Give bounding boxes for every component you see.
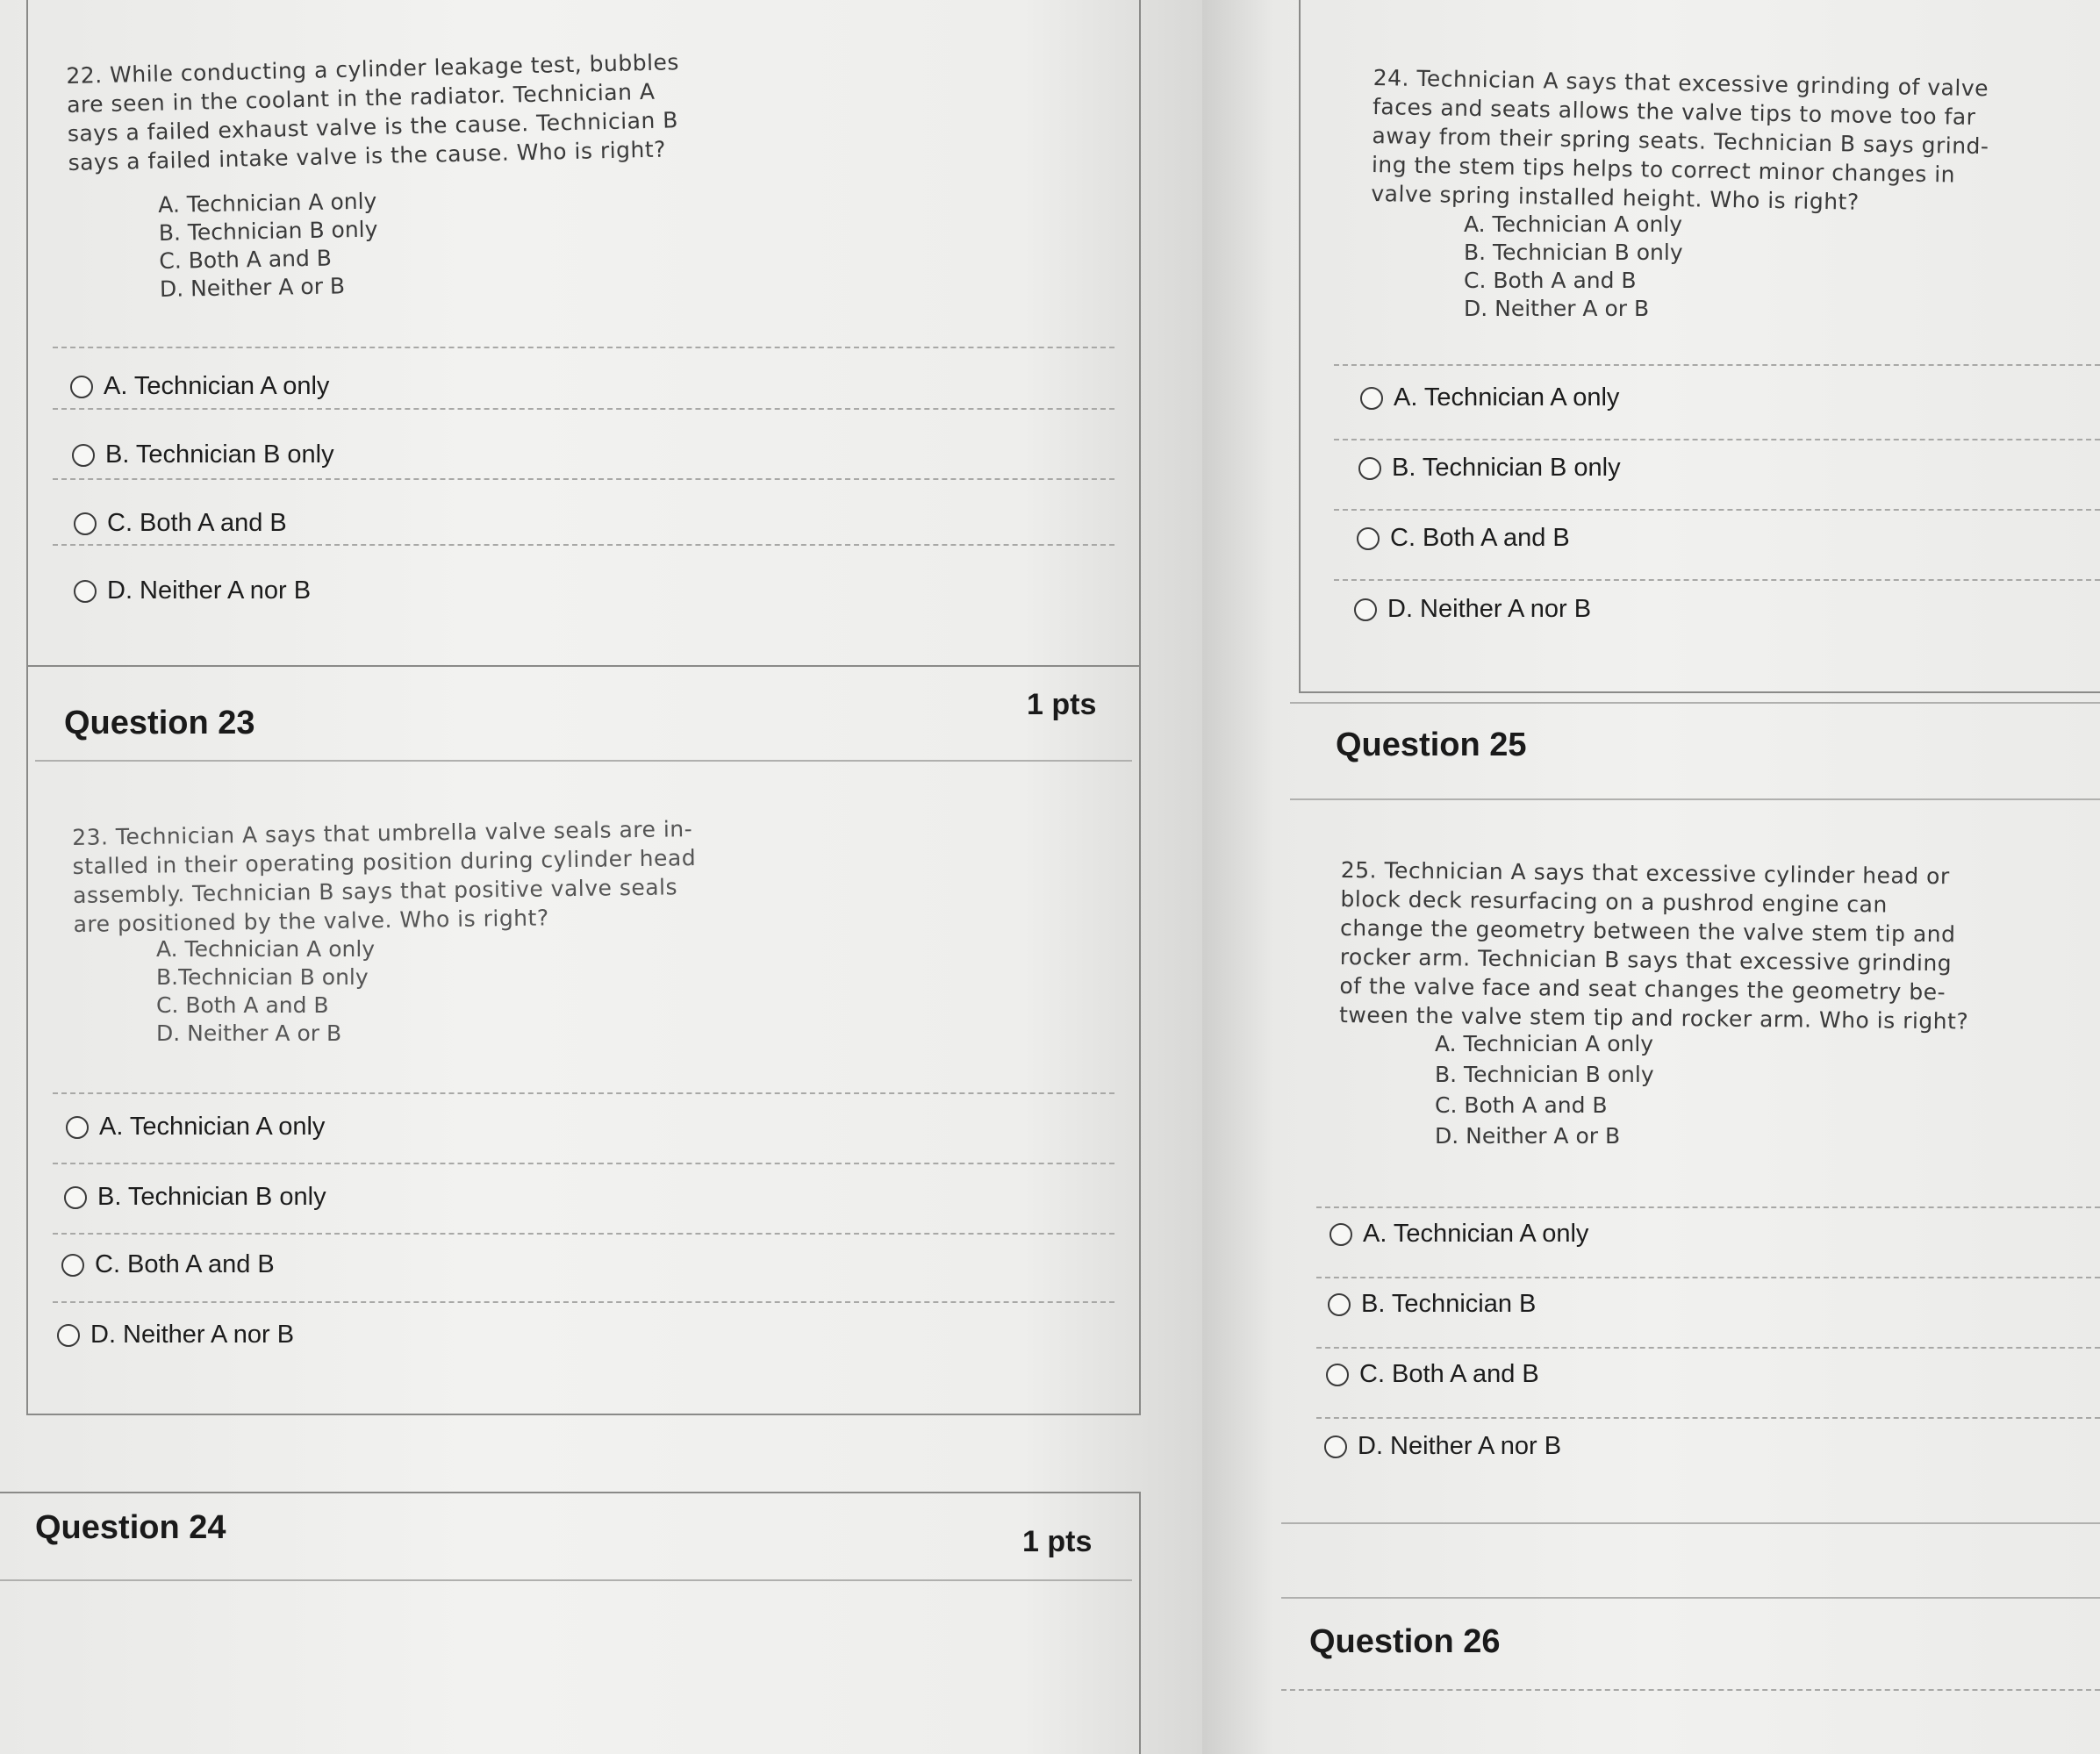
q24-answer-c-label: C. Both A and B [1390, 524, 1570, 552]
divider [53, 1163, 1115, 1164]
q22-printed-option-c: C. Both A and B [159, 245, 333, 274]
question-23-header-divider [35, 760, 1132, 762]
radio-icon[interactable] [72, 444, 95, 467]
radio-icon[interactable] [74, 580, 97, 603]
radio-icon[interactable] [1326, 1364, 1349, 1386]
q22-line-1: 22. While conducting a cylinder leakage test, bubbles [66, 49, 680, 89]
q25-answer-d[interactable] [1324, 1432, 1561, 1461]
q22-line-4: says a failed intake valve is the cause. Who is right? [68, 136, 667, 175]
q23-answer-a[interactable] [66, 1113, 325, 1142]
q23-printed-option-b: B.Technician B only [156, 964, 369, 990]
q24-printed-option-a: A. Technician A only [1464, 211, 1683, 237]
q23-answer-c-label: C. Both A and B [95, 1250, 275, 1278]
radio-icon[interactable] [1357, 527, 1380, 550]
q25-line-2: block deck resurfacing on a pushrod engine can [1340, 885, 1888, 918]
q22-printed-option-b: B. Technician B only [158, 216, 378, 246]
q25-line-3: change the geometry between the valve stem tip and [1339, 914, 1956, 948]
q23-answer-b[interactable] [64, 1183, 326, 1212]
radio-icon[interactable] [1358, 457, 1381, 480]
right-page [1202, 0, 2100, 1754]
radio-icon[interactable] [66, 1116, 89, 1139]
divider [53, 1301, 1115, 1303]
q23-answer-d-label: D. Neither A nor B [90, 1321, 295, 1349]
q25-answer-c-label: C. Both A and B [1359, 1360, 1539, 1388]
radio-icon[interactable] [1330, 1223, 1352, 1246]
q25-answer-a-label: A. Technician A only [1363, 1220, 1589, 1248]
q24-answer-d[interactable] [1354, 595, 1591, 624]
q25-answer-b[interactable] [1328, 1290, 1536, 1319]
radio-icon[interactable] [1354, 598, 1377, 621]
q25-line-5: of the valve face and seat changes the geometry be- [1339, 972, 1946, 1006]
q22-answer-b-label: B. Technician B only [105, 440, 334, 469]
q23-line-2: stalled in their operating position during cylinder head [72, 845, 697, 879]
question-26-top-border [1281, 1597, 2100, 1599]
q22-answer-c-label: C. Both A and B [107, 509, 287, 537]
q25-printed-option-d: D. Neither A or B [1435, 1123, 1621, 1149]
divider [53, 347, 1115, 348]
radio-icon[interactable] [64, 1186, 87, 1209]
radio-icon[interactable] [1360, 387, 1383, 410]
question-22-printed-options [158, 188, 379, 304]
q25-line-4: rocker arm. Technician B says that excessive grinding [1339, 943, 1953, 977]
q22-printed-option-d: D. Neither A or B [159, 273, 346, 302]
question-25-text [1339, 856, 1970, 1035]
divider [1334, 439, 2100, 440]
q22-answer-a-label: A. Technician A only [104, 372, 330, 400]
q25-printed-option-b: B. Technician B only [1435, 1062, 1654, 1087]
q24-answer-a-label: A. Technician A only [1394, 383, 1620, 412]
question-22-text [66, 47, 681, 177]
divider [1316, 1206, 2100, 1208]
q24-answer-c[interactable] [1357, 524, 1570, 553]
q24-line-2: faces and seats allows the valve tips to move too far [1372, 93, 1976, 130]
q22-answer-c[interactable] [74, 509, 287, 538]
q25-printed-option-a: A. Technician A only [1435, 1031, 1654, 1056]
radio-icon[interactable] [74, 512, 97, 535]
q23-printed-option-a: A. Technician A only [156, 936, 376, 962]
q22-answer-a[interactable] [70, 372, 329, 401]
q24-printed-option-c: C. Both A and B [1464, 268, 1637, 293]
radio-icon[interactable] [70, 376, 93, 398]
q23-answer-b-label: B. Technician B only [97, 1183, 326, 1211]
q23-line-3: assembly. Technician B says that positive valve seals [72, 874, 678, 908]
divider [53, 478, 1115, 480]
q23-answer-a-label: A. Technician A only [99, 1113, 326, 1141]
q22-answer-b[interactable] [72, 440, 334, 469]
question-26-title: Question 26 [1309, 1623, 1501, 1660]
q23-printed-option-c: C. Both A and B [156, 992, 329, 1018]
q24-line-1: 24. Technician A says that excessive grinding of valve [1373, 64, 1989, 102]
q24-answer-b-label: B. Technician B only [1392, 454, 1621, 482]
q25-answer-d-label: D. Neither A nor B [1358, 1432, 1562, 1460]
q24-answer-d-label: D. Neither A nor B [1387, 595, 1592, 623]
divider [1316, 1417, 2100, 1419]
question-25-printed-options [1435, 1028, 1654, 1151]
question-23-points: 1 pts [1027, 688, 1097, 721]
q22-printed-option-a: A. Technician A only [158, 188, 377, 218]
q22-line-3: says a failed exhaust valve is the cause. Technician B [67, 107, 679, 147]
q25-answer-a[interactable] [1330, 1220, 1588, 1249]
q25-printed-option-c: C. Both A and B [1435, 1092, 1608, 1118]
q23-printed-option-d: D. Neither A or B [156, 1020, 342, 1046]
q25-answer-c[interactable] [1326, 1360, 1539, 1389]
radio-icon[interactable] [1324, 1435, 1347, 1458]
question-23-text [72, 814, 697, 939]
divider [53, 544, 1115, 546]
q23-line-4: are positioned by the valve. Who is right? [73, 905, 549, 937]
radio-icon[interactable] [57, 1324, 80, 1347]
q23-answer-d[interactable] [57, 1321, 294, 1350]
q25-answer-b-label: B. Technician B [1361, 1290, 1537, 1318]
question-24-text [1371, 63, 1990, 218]
q24-printed-option-d: D. Neither A or B [1464, 296, 1650, 321]
divider [53, 1233, 1115, 1235]
q23-answer-c[interactable] [61, 1250, 275, 1279]
q25-line-1: 25. Technician A says that excessive cylinder head or [1340, 856, 1950, 890]
q24-answer-b[interactable] [1358, 454, 1621, 483]
divider [1334, 579, 2100, 581]
q24-line-3: away from their spring seats. Technician B says grind- [1372, 122, 1989, 160]
question-25-bottom-border [1281, 1522, 2100, 1524]
divider [1316, 1277, 2100, 1278]
q24-answer-a[interactable] [1360, 383, 1619, 412]
divider [53, 408, 1115, 410]
radio-icon[interactable] [61, 1254, 84, 1277]
question-25-title: Question 25 [1336, 727, 1527, 763]
q24-printed-option-b: B. Technician B only [1464, 240, 1683, 265]
q24-line-5: valve spring installed height. Who is right? [1371, 180, 1860, 215]
question-24-points: 1 pts [1022, 1525, 1093, 1558]
divider [1334, 364, 2100, 366]
q22-line-2: are seen in the coolant in the radiator. Technician A [66, 78, 656, 118]
question-24-title: Question 24 [35, 1509, 226, 1546]
radio-icon[interactable] [1328, 1293, 1351, 1316]
q25-line-6: tween the valve stem tip and rocker arm. Who is right? [1338, 1001, 1969, 1035]
divider [1316, 1347, 2100, 1349]
q22-answer-d-label: D. Neither A nor B [107, 576, 312, 605]
divider [53, 1092, 1115, 1094]
divider [1334, 509, 2100, 511]
question-25-header-divider [1290, 798, 2100, 800]
question-23-printed-options [156, 935, 375, 1048]
question-25-top-border [1290, 702, 2100, 704]
question-26-header-divider [1281, 1689, 2100, 1691]
q23-line-1: 23. Technician A says that umbrella valve seals are in- [72, 816, 693, 850]
q22-answer-d[interactable] [74, 576, 311, 605]
question-24-printed-options [1464, 211, 1683, 323]
question-23-title: Question 23 [64, 705, 255, 741]
q24-line-4: ing the stem tips helps to correct minor changes in [1371, 151, 1956, 188]
question-24-header-divider [0, 1579, 1132, 1581]
